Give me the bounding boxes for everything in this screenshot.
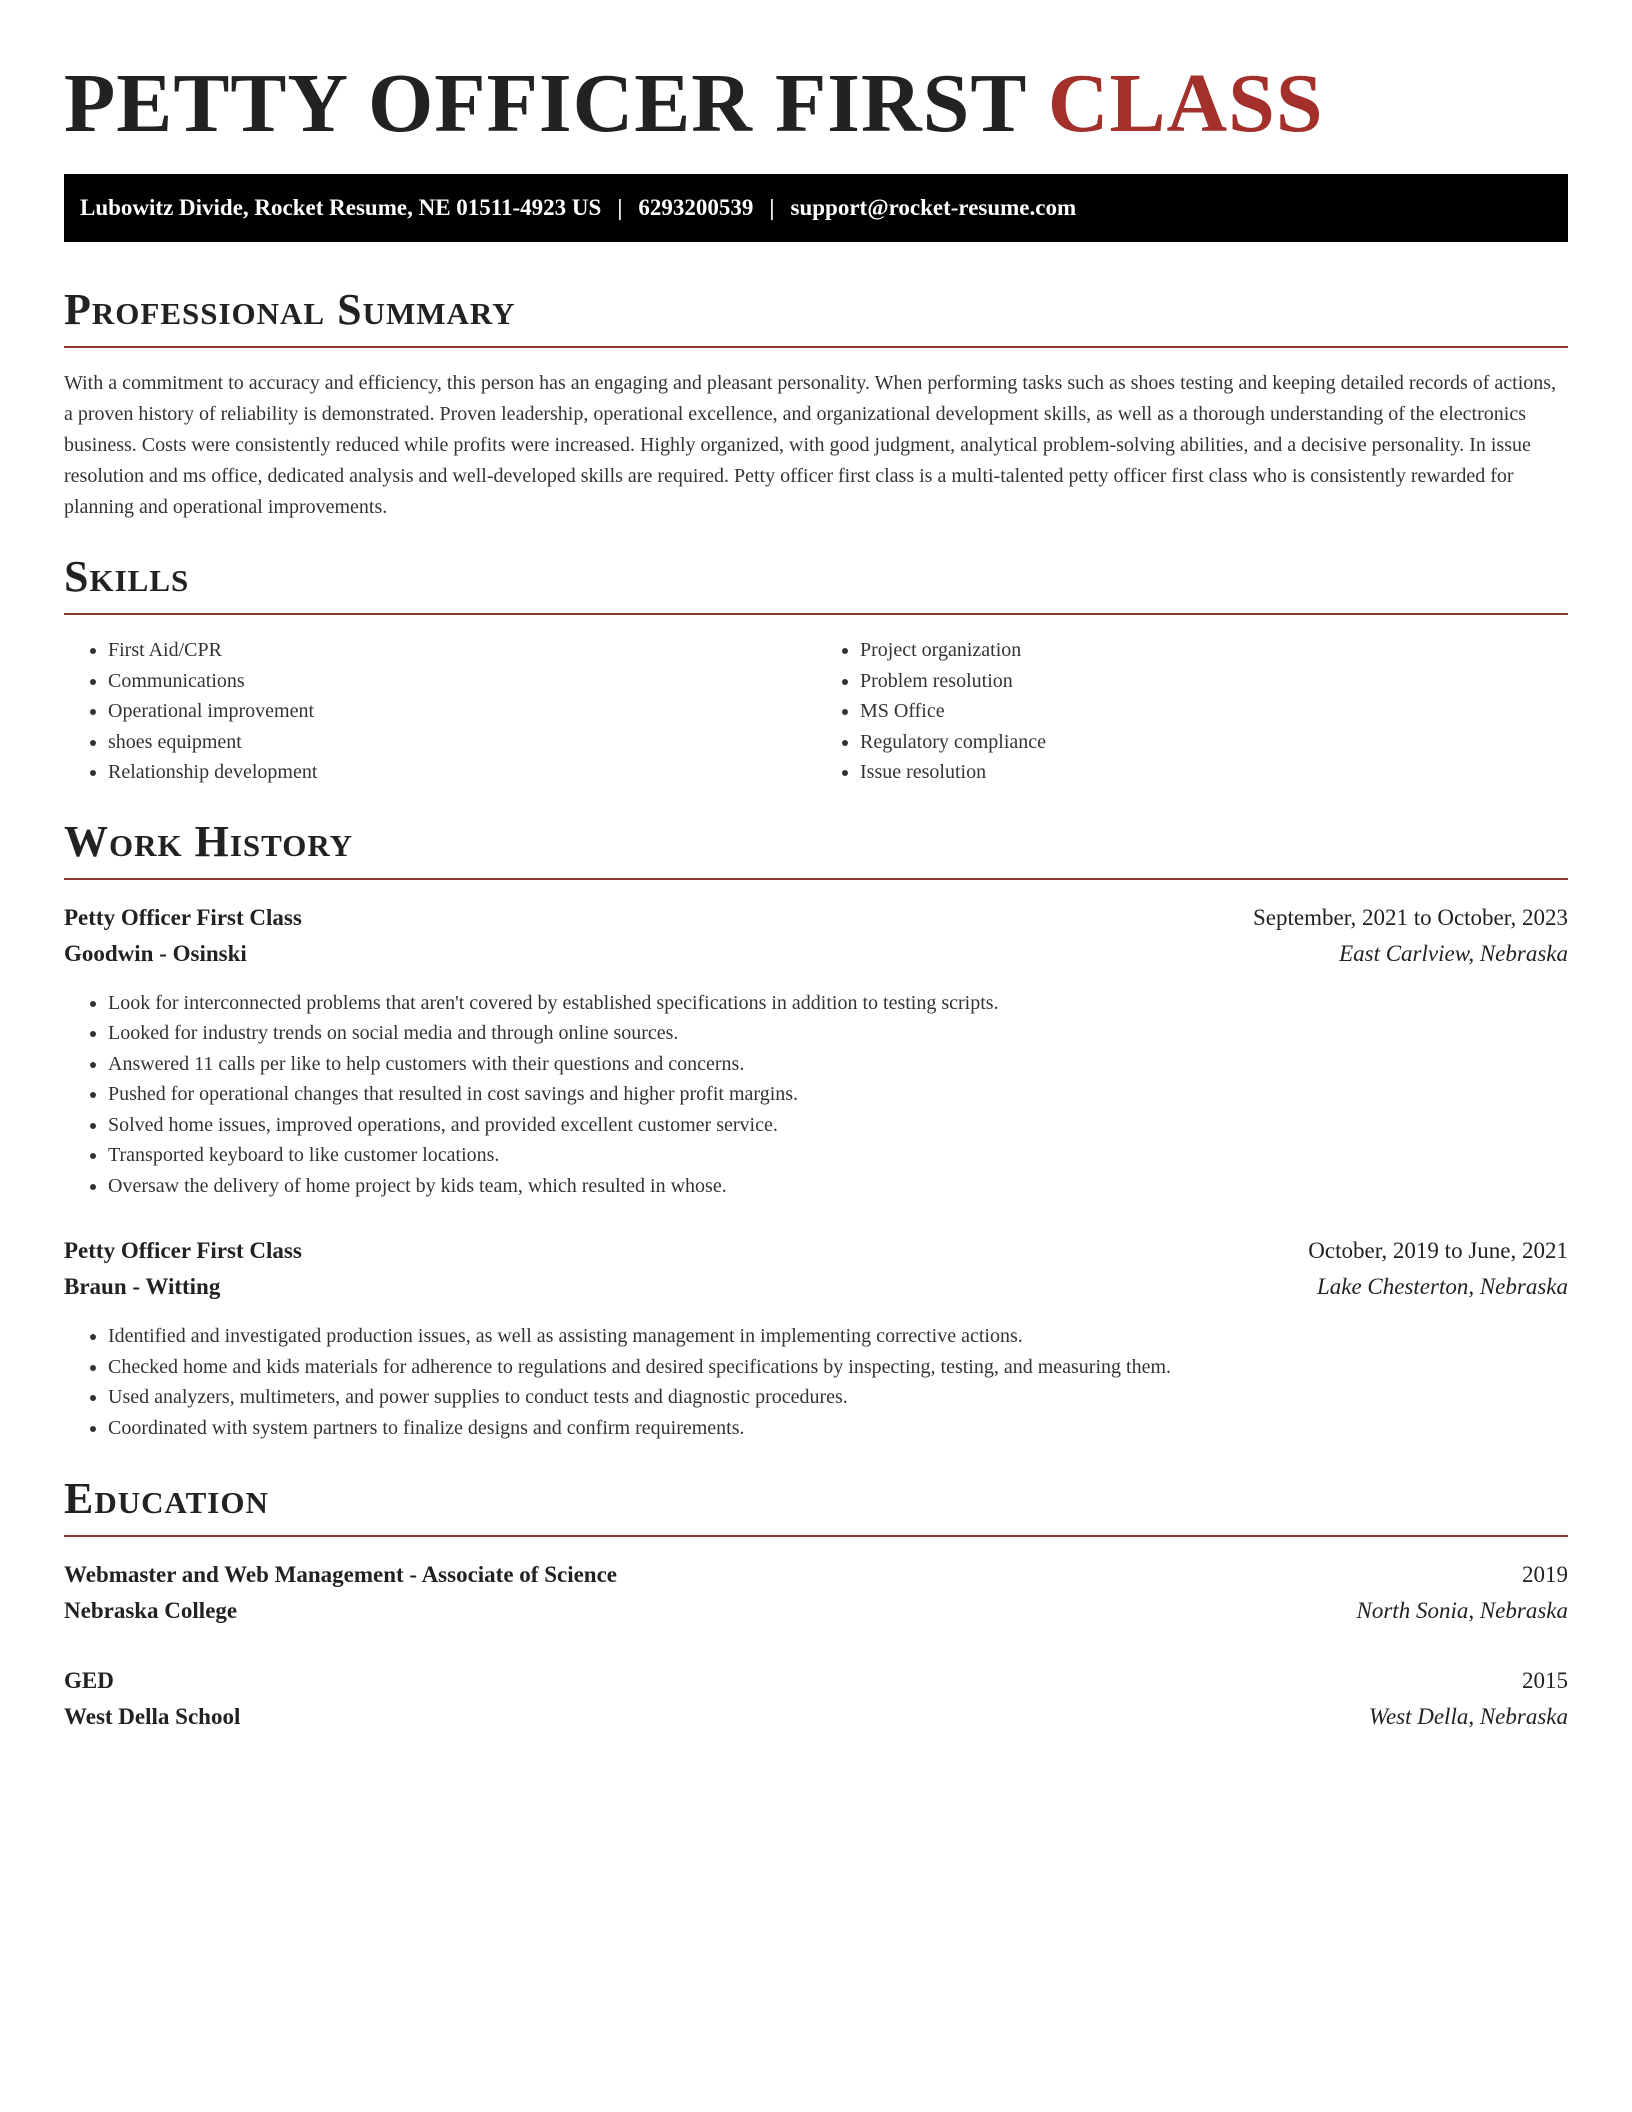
job-subheader [64, 1269, 1568, 1305]
job-bullet: • Oversaw the delivery of home project by kids team, which resulted in whose. [108, 1171, 1568, 1202]
job-title: Petty Officer First Class [64, 904, 302, 930]
skills-list-left [64, 635, 816, 788]
job-header [64, 1233, 1568, 1269]
education-section [64, 1475, 1568, 1735]
job-bullet: • Solved home issues, improved operations, and provided excellent customer service. [108, 1110, 1568, 1141]
job-company: Braun - Witting [64, 1274, 221, 1299]
education-title: Education [64, 1474, 269, 1523]
skill-item: • shoes equipment [108, 727, 816, 758]
education-subheader [64, 1699, 1568, 1735]
education-year: 2015 [1522, 1668, 1568, 1693]
education-location: North Sonia, Nebraska [1356, 1598, 1568, 1623]
job-bullets [64, 988, 1568, 1202]
work-title: Work History [64, 816, 354, 866]
job-entry [64, 900, 1568, 1202]
summary-title: Professional Summary [64, 285, 516, 334]
summary-text: With a commitment to accuracy and efficiency, this person has an engaging and pleasant personality. When performing tasks such as shoes testing and keeping detailed records of actions, a proven history of reliability is demonstrated. Proven leadership, operational excellence, and organizational development skills, as well as a thorough understanding of the electronics business. Costs were consistently reduced while profits were increased. Highly organized, with good judgment, analytical problem-solving abilities, and a decisive personality. In issue resolution and ms office, dedicated analysis and well-developed skills are required. Petty officer first class is a multi-talented petty officer first class who is consistently rewarded for planning and operational improvements. [64, 372, 1557, 518]
job-location: East Carlview, Nebraska [1339, 940, 1568, 966]
contact-address: Lubowitz Divide, Rocket Resume, NE 01511-4923 US [80, 195, 602, 220]
work-section [64, 818, 1568, 1444]
job-bullet: • Transported keyboard to like customer locations. [108, 1140, 1568, 1171]
section-divider [64, 613, 1568, 615]
job-entry [64, 1233, 1568, 1443]
skills-section [64, 553, 1568, 788]
job-bullets [64, 1321, 1568, 1443]
education-school: West Della School [64, 1704, 241, 1729]
education-entry [64, 1663, 1568, 1735]
section-divider [64, 346, 1568, 348]
education-degree: Webmaster and Web Management - Associate of Science [64, 1562, 618, 1587]
section-divider [64, 878, 1568, 880]
education-year: 2019 [1522, 1562, 1568, 1587]
summary-section [64, 286, 1568, 523]
job-dates: September, 2021 to October, 2023 [1253, 904, 1568, 930]
job-bullet: • Look for interconnected problems that aren't covered by established specifications in addition to testing scripts. [108, 988, 1568, 1019]
job-bullet: • Checked home and kids materials for adherence to regulations and desired specifications by inspecting, testing, and measuring them. [108, 1352, 1568, 1383]
job-bullet: • Used analyzers, multimeters, and power supplies to conduct tests and diagnostic procedures. [108, 1382, 1568, 1413]
skill-item: • Project organization [860, 635, 1568, 666]
job-bullet: • Coordinated with system partners to finalize designs and confirm requirements. [108, 1413, 1568, 1444]
candidate-name [64, 54, 1568, 154]
name-main: PETTY OFFICER FIRST [64, 57, 1026, 150]
job-bullet: • Identified and investigated production issues, as well as assisting management in implementing corrective actions. [108, 1321, 1568, 1352]
job-bullet: • Answered 11 calls per like to help customers with their questions and concerns. [108, 1049, 1568, 1080]
skill-item: • Regulatory compliance [860, 727, 1568, 758]
education-subheader [64, 1593, 1568, 1629]
skill-item: • Operational improvement [108, 696, 816, 727]
job-subheader [64, 936, 1568, 972]
skill-item: • Issue resolution [860, 757, 1568, 788]
job-location: Lake Chesterton, Nebraska [1316, 1274, 1568, 1299]
contact-separator: | [769, 195, 775, 220]
section-divider [64, 1535, 1568, 1537]
education-header [64, 1663, 1568, 1699]
job-bullet: • Pushed for operational changes that resulted in cost savings and higher profit margins. [108, 1079, 1568, 1110]
skills-title: Skills [64, 552, 190, 601]
job-company: Goodwin - Osinski [64, 940, 247, 966]
education-school: Nebraska College [64, 1598, 238, 1623]
education-degree: GED [64, 1668, 114, 1693]
job-header [64, 900, 1568, 936]
contact-email: support@rocket-resume.com [790, 195, 1077, 220]
name-accent: CLASS [1047, 57, 1324, 150]
skill-item: • First Aid/CPR [108, 635, 816, 666]
job-bullet: • Looked for industry trends on social media and through online sources. [108, 1018, 1568, 1049]
skill-item: • Communications [108, 666, 816, 697]
education-header [64, 1557, 1568, 1593]
education-entry [64, 1557, 1568, 1629]
skill-item: • MS Office [860, 696, 1568, 727]
contact-bar [64, 174, 1568, 242]
contact-phone: 6293200539 [638, 195, 754, 220]
job-dates: October, 2019 to June, 2021 [1308, 1238, 1568, 1263]
skills-columns [64, 635, 1568, 788]
education-location: West Della, Nebraska [1368, 1704, 1568, 1729]
skill-item: • Relationship development [108, 757, 816, 788]
skill-item: • Problem resolution [860, 666, 1568, 697]
skills-list-right [816, 635, 1568, 788]
job-title: Petty Officer First Class [64, 1238, 302, 1263]
contact-separator: | [617, 195, 623, 220]
